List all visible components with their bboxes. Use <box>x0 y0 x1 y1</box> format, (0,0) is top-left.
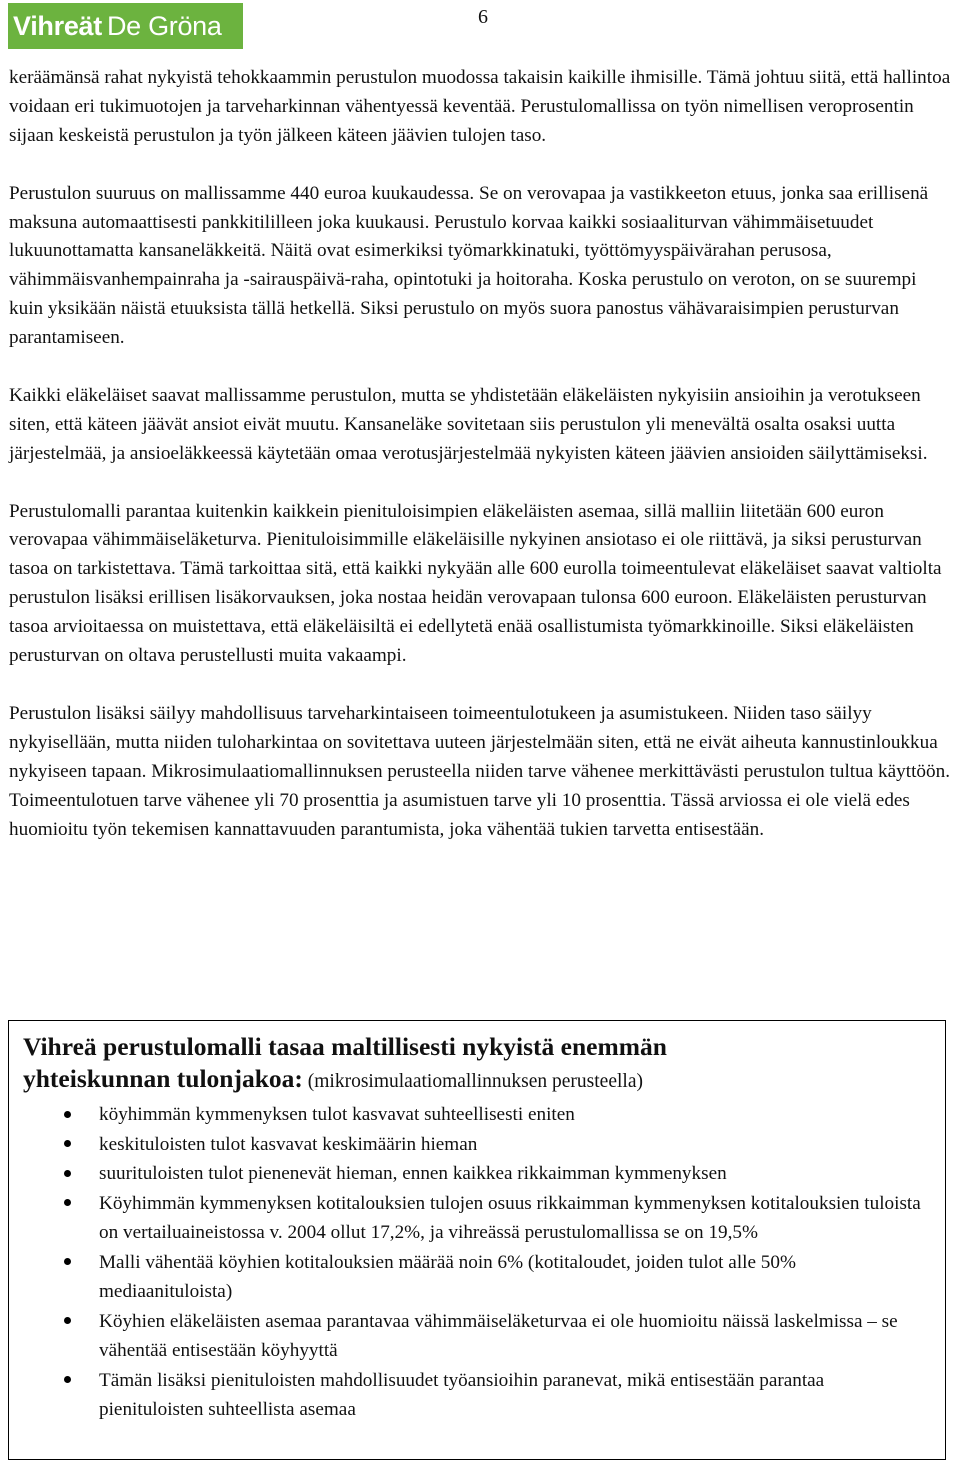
summary-box <box>8 1020 946 1460</box>
list-item: Tämän lisäksi pienituloisten mahdollisuudet työansioihin paranevat, mikä entisestään parantaa pienituloisten suhteellista asemaa <box>23 1366 931 1425</box>
list-item: Köyhien eläkeläisten asemaa parantavaa vähimmäiseläketurvaa ei ole huomioitu näissä laskelmissa – se vähentää entisestään köyhyyttä <box>23 1307 931 1366</box>
summary-list <box>23 1100 931 1425</box>
paragraph-3: Kaikki eläkeläiset saavat mallissamme perustulon, mutta se yhdistetään eläkeläisten nykyisiin ansioihin ja verotukseen siten, että käteen jäävät ansiot eivät muutu. Kansaneläke sovitetaan siis perustulon yli menevältä osalta osaksi uutta järjestelmää, ja ansioeläkkeessä käytetään omaa verotusjärjestelmää nykyisten käteen jäävien ansioiden säilyttämiseksi. <box>9 384 928 464</box>
list-item: köyhimmän kymmenyksen tulot kasvavat suhteellisesti eniten <box>23 1100 931 1130</box>
list-item: Köyhimmän kymmenyksen kotitalouksien tulojen osuus rikkaimman kymmenyksen kotitalouksien tuloista on vertailuaineistossa v. 2004 ollut 17,2%, ja vihreässä perustulomallissa se on 19,5% <box>23 1189 931 1248</box>
logo-text-vihreat: Vihreät <box>13 11 102 41</box>
summary-title-line1: Vihreä perustulomalli tasaa maltillisesti nykyistä enemmän <box>23 1032 667 1061</box>
list-item: keskituloisten tulot kasvavat keskimäärin hieman <box>23 1130 931 1160</box>
vihreat-logo <box>8 3 243 49</box>
document-body <box>9 64 955 873</box>
paragraph-2: Perustulon suuruus on mallissamme 440 euroa kuukaudessa. Se on verovapaa ja vastikkeeton etuus, jonka saa erillisenä maksuna automaattisesti pankkitililleen joka kuukausi. Perustulo korvaa kaikki sosiaaliturvan vähimmäisetuudet lukuunottamatta kansaneläkkeitä. Näitä ovat esimerkiksi työmarkkinatuki, työttömyyspäivärahan perusosa, vähimmäisvanhempainraha ja -sairauspäivä-raha, opintotuki ja hoitoraha. Koska perustulo on veroton, on se suurempi kuin yksikään näistä etuuksista tällä hetkellä. Siksi perustulo on myös suora panostus vähävaraisimpien perusturvan parantamiseen. <box>9 182 929 349</box>
paragraph-5: Perustulon lisäksi säilyy mahdollisuus tarveharkintaiseen toimeentulotukeen ja asumistukeen. Niiden taso säilyy nykyisellään, mutta niiden tuloharkintaa on sovitettava uuteen järjestelmään siten, että ne eivät aiheuta kannustinloukkua nykyiseen tapaan. Mikrosimulaatiomallinnuksen perusteella niiden tarve vähenee merkittävästi perustulon tultua käyttöön. Toimeentulotuen tarve vähenee yli 70 prosenttia ja asumistuen tarve yli 10 prosenttia. Tässä arviossa ei ole vielä edes huomioitu työn tekemisen kannattavuuden parantumista, joka vähentää tukien tarvetta entisestään. <box>9 702 950 840</box>
summary-subtitle: (mikrosimulaatiomallinnuksen perusteella) <box>302 1071 643 1092</box>
page-number: 6 <box>478 6 488 28</box>
paragraph-4: Perustulomalli parantaa kuitenkin kaikkein pienituloisimpien eläkeläisten asemaa, sillä malliin liitetään 600 euron verovapaa vähimmäiseläketurva. Pienituloisimmille eläkeläisille nykyinen ansiotaso ei ole riittävä, ja siksi perusturvan tasoa on tarkistettava. Tämä tarkoittaa sitä, että kaikki nykyään alle 600 eurolla toimeentulevat eläkeläiset saavat valtiolta perustulon lisäksi erillisen lisäkorvauksen, joka nostaa heidän verovapaan tulonsa 600 euroon. Eläkeläisten perusturvan tasoa arvioitaessa on muistettava, että eläkeläisiltä ei edellytetä enää osallistumista työmarkkinoille. Siksi eläkeläisten perusturvan on oltava perustellusti muita vakaampi. <box>9 500 942 667</box>
logo-text-degrona: De Gröna <box>106 11 222 41</box>
list-item: suurituloisten tulot pienenevät hieman, ennen kaikkea rikkaimman kymmenyksen <box>23 1159 931 1189</box>
paragraph-1: keräämänsä rahat nykyistä tehokkaammin perustulon muodossa takaisin kaikille ihmisille. Tämä johtuu siitä, että hallintoa voidaan eri tukimuotojen ja tarveharkinnan vähentyessä keventää. Perustulomallissa on työn nimellisen veroprosentin sijaan keskeistä perustulon ja työn jälkeen käteen jäävien tulojen taso. <box>9 67 951 146</box>
summary-title <box>23 1031 931 1098</box>
summary-title-line2: yhteiskunnan tulonjakoa: <box>23 1064 303 1093</box>
list-item: Malli vähentää köyhien kotitalouksien määrää noin 6% (kotitaloudet, joiden tulot alle 50% mediaanituloista) <box>23 1248 931 1307</box>
